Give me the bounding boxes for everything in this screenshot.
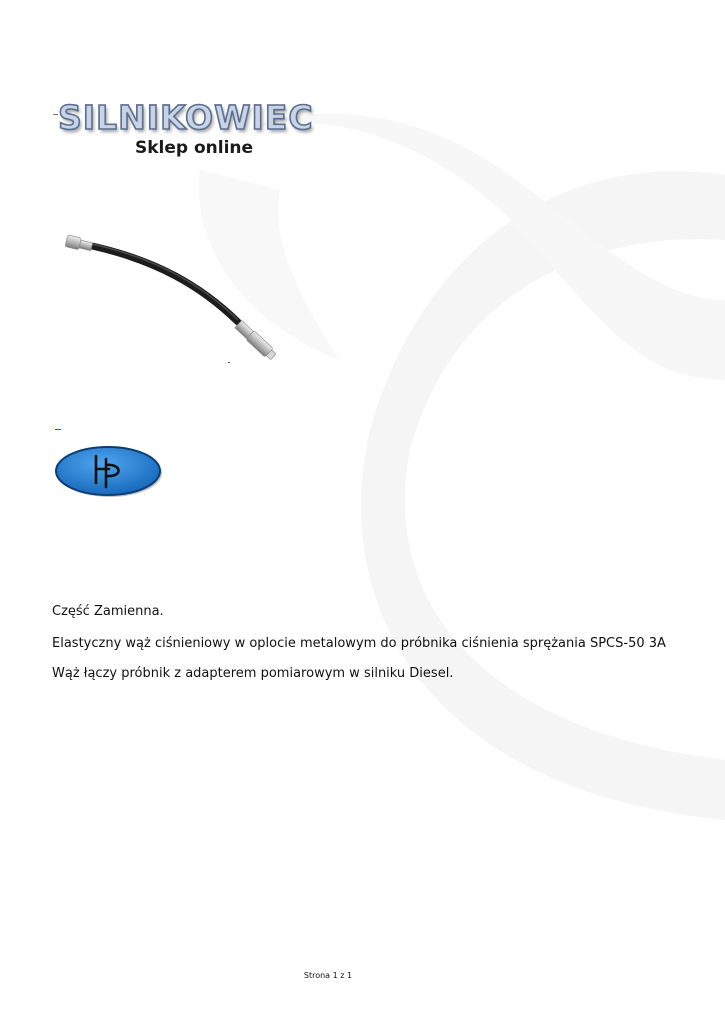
link-dash-middle[interactable] [55,429,61,430]
logo-title: SILNIKOWIEC [58,98,314,137]
logo-subtitle: Sklep online [135,138,254,158]
part-type: Część Zamienna. [52,604,164,619]
product-description: Elastyczny wąż ciśnieniowy w oplocie metalowym do próbnika ciśnienia sprężania SPCS-50 3A [52,636,666,651]
product-usage: Wąż łączy próbnik z adapterem pomiarowym w silniku Diesel. [52,666,454,681]
page-number: Strona 1 z 1 [303,971,353,980]
product-hose-image [60,230,285,370]
hp-brand-logo[interactable] [53,443,165,499]
shop-logo[interactable] [58,98,320,164]
